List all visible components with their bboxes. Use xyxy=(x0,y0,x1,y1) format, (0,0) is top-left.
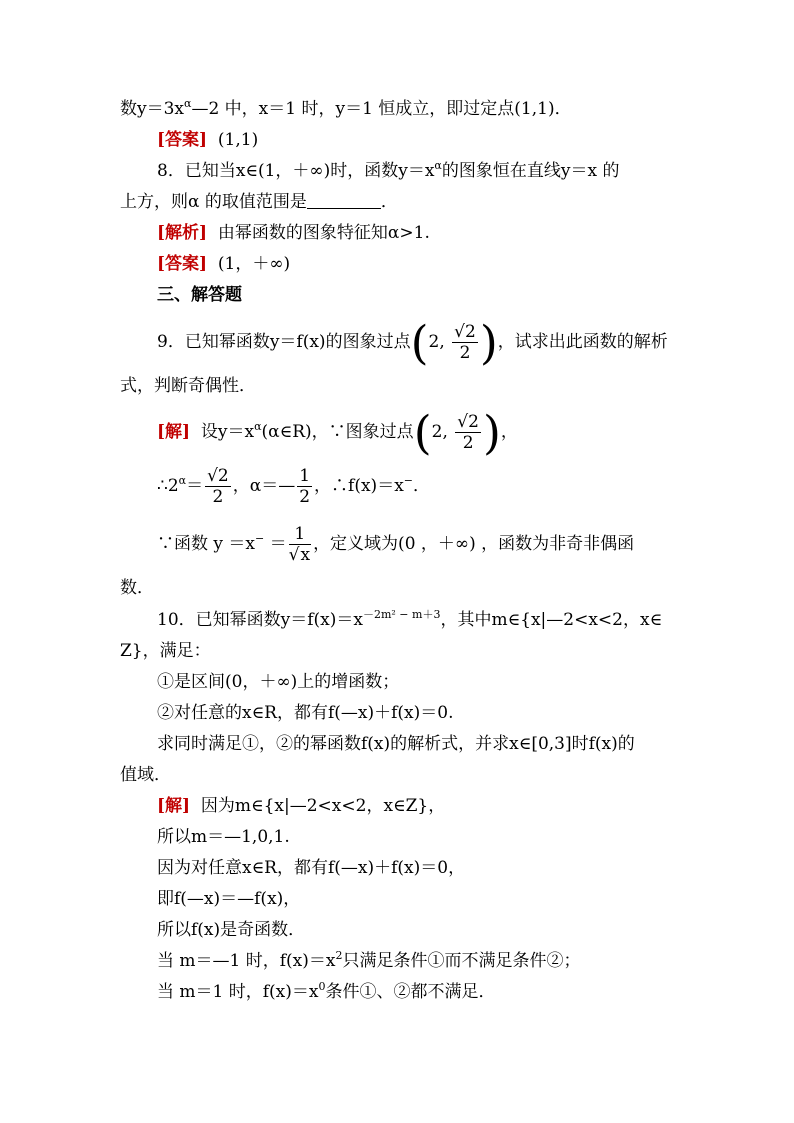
answer-line-1: [答案] (1,1) xyxy=(157,130,259,150)
question-8: 8．已知当x∈(1，＋∞)时，函数$y=x^\alpha$的图象恒在直线y＝x 的 xyxy=(157,159,620,181)
fraction: $\frac{√2}{2}$ xyxy=(207,466,229,507)
solution-tag: [解] xyxy=(157,796,191,816)
question-8-cont: 上方，则α 的取值范围是 ． xyxy=(120,192,398,212)
answer-line-2: [答案] (1，＋∞) xyxy=(157,254,291,274)
fraction: $\frac{1}{√x}$ xyxy=(288,524,311,565)
solution-10-line-7: 当 m＝1 时，$f(x)=x^0$条件①、②都不满足． xyxy=(157,980,496,1002)
solution-10-line-3: 因为对任意x∈R，都有f(—x)＋f(x)＝0， xyxy=(157,858,466,878)
solution-10-line-2: 所以m＝—1,0,1. xyxy=(157,827,290,847)
condition-1: ①是区间(0，＋∞)上的增函数； xyxy=(157,672,400,692)
text-line-1: 数$y=3x^\alpha—2$ 中，x＝1 时，y＝1 恒成立，即过定点(1,1)． xyxy=(120,97,572,119)
solution-9-line-4: 数． xyxy=(120,578,154,598)
question-10-ask: 求同时满足①，②的幂函数f(x)的解析式，并求x∈[0,3]时f(x)的 xyxy=(157,734,635,754)
analysis-line: [解析] 由幂函数的图象特征知α>1. xyxy=(157,223,430,243)
section-heading: 三、解答题 xyxy=(157,285,242,305)
solution-9-line-2: $\therefore 2^\alpha=$ $\frac{√2}{2}$ ，α＝— $\frac{1}{2}$ ，∴f(x)＝x−． xyxy=(157,466,430,507)
fraction: $\frac{1}{2}$ xyxy=(299,466,311,507)
question-9-cont: 式，判断奇偶性． xyxy=(120,376,256,396)
solution-tag: [解] xyxy=(157,422,191,442)
solution-9-line-1: [解] 设$y=x^\alpha(\alpha\in R)$，∵图象过点(2, $\frac{√2}{2}$ )， xyxy=(157,405,518,460)
condition-2: ②对任意的x∈R，都有f(—x)＋f(x)＝0. xyxy=(157,703,454,723)
answer-blank xyxy=(307,192,381,209)
question-10-ask-cont: 值域． xyxy=(120,765,171,785)
solution-10-line-6: 当 m＝—1 时，$f(x)=x^2$只满足条件①而不满足条件②； xyxy=(157,949,581,971)
solution-10-line-5: 所以f(x)是奇函数． xyxy=(157,920,306,940)
solution-9-line-3: ∵函数 y ＝x− ＝ $\frac{1}{√x}$ ，定义域为(0 ，＋∞) ，函数为非奇非偶函 xyxy=(157,524,635,565)
answer-tag: [答案] xyxy=(157,254,208,274)
answer-tag: [答案] xyxy=(157,130,208,150)
question-10: 10．已知幂函数$y=f(x)=x^{-2m^2 - m+3}$，其中m∈{x|—2<x<2，x∈ xyxy=(157,608,663,630)
question-9: 9．已知幂函数y＝f(x)的图象过点(2, $\frac{√2}{2}$ )，试求出此函数的解析 xyxy=(157,315,668,370)
question-10-cont: Z}，满足： xyxy=(120,641,211,661)
fraction: $\frac{√2}{2}$ xyxy=(454,322,476,363)
fraction: $\frac{√2}{2}$ xyxy=(457,412,479,453)
solution-10-line-1: [解] 因为m∈{x|—2<x<2，x∈Z}， xyxy=(157,796,446,816)
solution-10-line-4: 即f(—x)＝—f(x)， xyxy=(157,889,301,909)
analysis-tag: [解析] xyxy=(157,223,208,243)
